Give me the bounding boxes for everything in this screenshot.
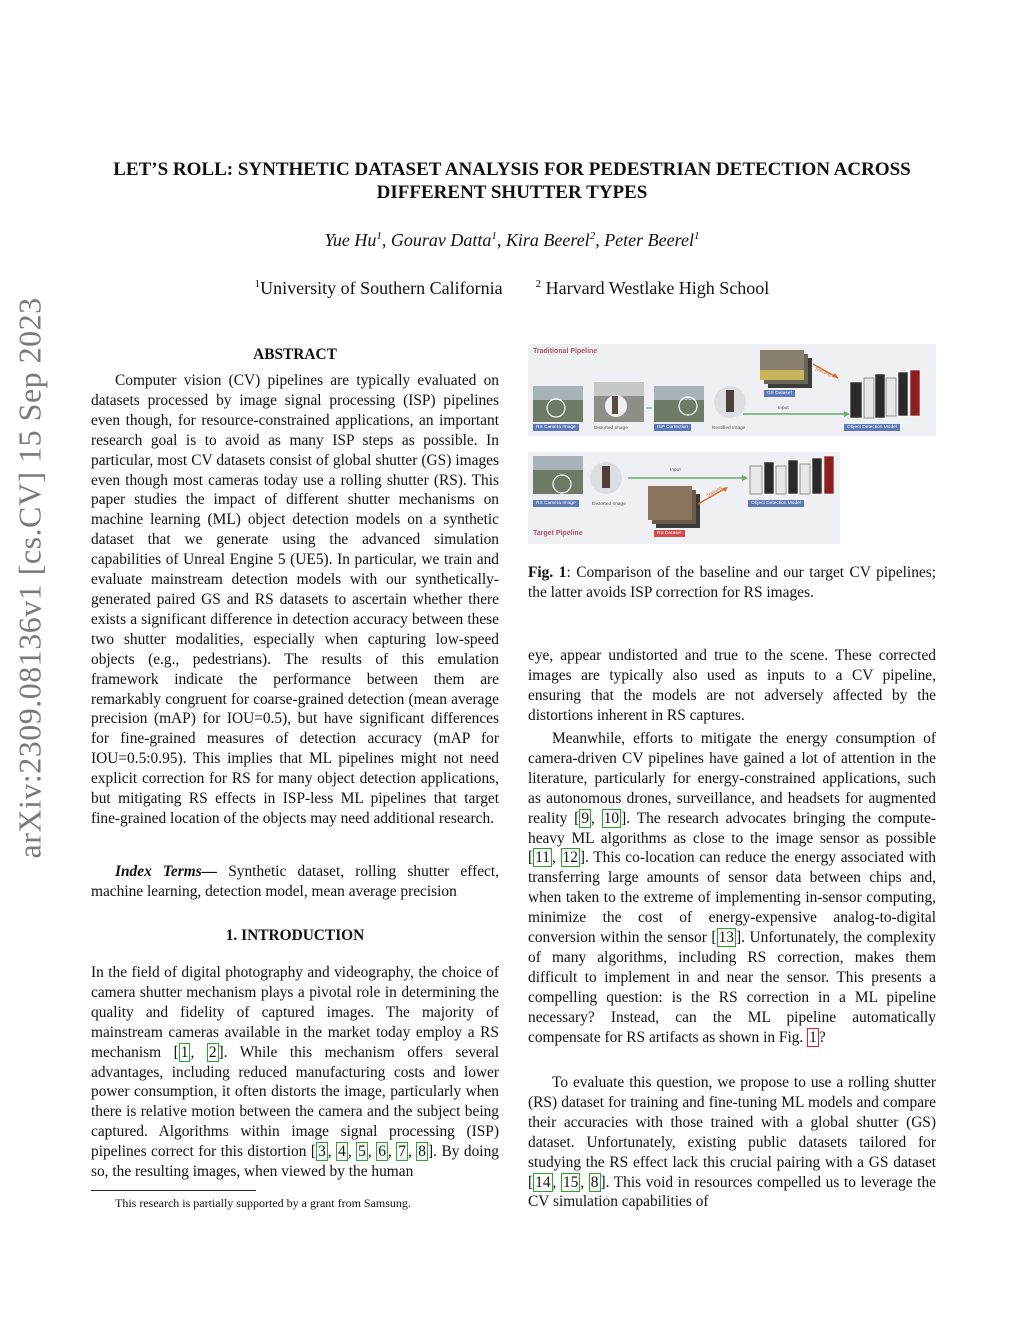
gs-dataset-label: GS Dataset bbox=[764, 390, 795, 397]
body-text: ]. Unfortunately, the complexity of many algorithms, including RS correction, makes them difficult to implement in and near the sensor. This presents a compelling question: is the RS correction in a ML pipeline necessary? Instead, can the ML pipeline automatically compensate for RS artifacts as shown in Fig. bbox=[528, 929, 936, 1046]
citation-link[interactable]: 9 bbox=[581, 809, 590, 827]
isp-correction-label: ISP Correction bbox=[654, 424, 691, 431]
body-text: To evaluate this question, we propose to use a rolling shutter (RS) dataset for training and fine-tuning ML models and compare their accuracies with those trained with a global shutter (GS) dataset. Unfortunately, existing public datasets tailored for studying the RS effect lack this crucial pairing with a GS dataset [ bbox=[528, 1074, 936, 1191]
citation-link[interactable]: 2 bbox=[208, 1043, 217, 1061]
citation-link[interactable]: 15 bbox=[562, 1173, 579, 1191]
citation-link[interactable]: 3 bbox=[318, 1143, 326, 1161]
body-text: ? bbox=[818, 1028, 826, 1046]
author-affil-marker: 1 bbox=[376, 230, 382, 242]
citation-link[interactable]: 10 bbox=[603, 809, 620, 827]
figure-1 bbox=[528, 344, 936, 544]
citation-link[interactable]: 8 bbox=[418, 1143, 426, 1161]
author-affil-marker: 2 bbox=[589, 230, 596, 242]
traditional-pipeline-panel bbox=[528, 344, 936, 436]
abstract-heading: ABSTRACT bbox=[253, 346, 337, 363]
body-paragraph: To evaluate this question, we propose to use a rolling shutter (RS) dataset for training and fine-tuning ML models and compare their accuracies with those trained with a global shutter (GS) dataset. Unfortunately, existing public datasets tailored for studying the RS effect lack this crucial pairing with a GS dataset [ 14 , 15 , 8 ]. This void in resources compelled us to leverage the CV simulation capabilities of bbox=[528, 1074, 936, 1211]
caption-label: Fig. 1 bbox=[528, 564, 567, 581]
author-name: Peter Beerel bbox=[604, 230, 694, 250]
target-pipeline-title: Target Pipeline bbox=[533, 530, 583, 537]
author-name: Yue Hu bbox=[324, 230, 377, 250]
footnote: This research is partially supported by a grant from Samsung. bbox=[115, 1196, 411, 1210]
affil-marker: 1 bbox=[254, 278, 261, 290]
intro-text: ]. By doing so, the resulting images, when viewed by the human bbox=[91, 1143, 499, 1181]
abstract-body: Computer vision (CV) pipelines are typically evaluated on datasets processed by image signal processing (ISP) pipelines even though, for resource-constrained applications, an important research goal is to avoid as many ISP steps as possible. In particular, most CV datasets consist of global shutter (GS) images even though most cameras today use a rolling shutter (RS). This paper studies the impact of different shutter mechanisms on machine learning (ML) object detection models on a synthetic dataset that we generate using the advanced simulation capabilities of Unreal Engine 5 (UE5). In particular, we train and evaluate mainstream detection models with our synthetically-generated paired GS and RS datasets to ascertain whether there exists a significant difference in detection accuracy between these two shutter modalities, especially when capturing low-speed objects (e.g., pedestrians). The results of this emulation framework indicate the performance between them are remarkably congruent for coarse-grained detection (mean average precision (mAP) for IOU=0.5), but have significant differences for fine-grained measures of detection accuracy (mAP for IOU=0.5:0.95). This implies that ML pipelines might not need explicit correction for RS for many object detection applications, but mitigating RS effects in ISP-less ML pipelines that target fine-grained location of the objects may need additional research. bbox=[91, 372, 499, 827]
input-label: Input bbox=[778, 406, 789, 411]
body-text: ]. The research advocates bringing the compute-heavy ML algorithms as close to the image sensor as possible [ bbox=[528, 809, 936, 867]
distorted-image-label: Distorted Image bbox=[594, 426, 628, 431]
body-text: ]. This void in resources compelled us to leverage the CV simulation capabilities of bbox=[528, 1173, 936, 1211]
rs-camera-image-label: RS Camera Image bbox=[533, 500, 579, 507]
object-detection-model-label: Object Detection Model bbox=[844, 424, 900, 431]
traditional-pipeline-title: Traditional Pipeline bbox=[533, 348, 598, 355]
figure-ref-link[interactable]: 1 bbox=[809, 1028, 817, 1046]
citation-link[interactable]: 14 bbox=[535, 1173, 551, 1191]
distorted-image-label: Distorted Image bbox=[592, 502, 626, 507]
intro-paragraph: In the field of digital photography and videography, the choice of camera shutter mechanism plays a pivotal role in determining the quality and fidelity of captured images. The majority of mainstream cameras available in the market today employ a RS mechanism [ 1 , 2 ]. While this mechanism offers several advantages, including reduced manufacturing costs and lower power consumption, it often distorts the image, particularly when there is relative motion between the camera and the subject being captured. Algorithms within image signal processing (ISP) pipelines correct for this distortion [ 3 , 4 , 5 , 6 , 7 , 8 ]. By doing so, the resulting images, when viewed by the human bbox=[91, 964, 499, 1181]
citation-link[interactable]: 12 bbox=[562, 849, 578, 867]
affiliation: Harvard Westlake High School bbox=[545, 278, 770, 298]
author-name: Gourav Datta bbox=[390, 230, 492, 250]
citation-link[interactable]: 5 bbox=[358, 1143, 366, 1161]
citation-link[interactable]: 11 bbox=[535, 849, 550, 867]
author-affil-marker: 1 bbox=[693, 230, 700, 242]
author-affil-marker: 1 bbox=[491, 230, 497, 242]
intro-heading: 1. INTRODUCTION bbox=[225, 927, 365, 944]
index-terms-label: Index Terms— bbox=[115, 863, 218, 880]
author-list: Yue Hu$^1$, Gourav Datta$^1$, Kira Beerel$^2$, Peter Beerel$^1$ bbox=[324, 230, 700, 250]
body-text: ]. This co-location can reduce the energy associated with transferring large amounts of sensor data between chips and, when taken to the extreme of implementing in-sensor computing, minimize the cost of energy-expensive analog-to-digital conversion within the sensor [ bbox=[528, 849, 936, 947]
body-paragraph: eye, appear undistorted and true to the scene. These corrected images are typically also used as inputs to a CV pipeline, ensuring that the models are not adversely affected by the distortions inherent in RS captures. bbox=[528, 647, 936, 724]
figure-caption bbox=[528, 563, 936, 603]
affil-marker: 2 bbox=[535, 278, 542, 290]
rectified-image-label: Rectified Image bbox=[712, 426, 746, 431]
training-label: Training bbox=[705, 486, 724, 499]
training-label: Training bbox=[813, 367, 832, 378]
rs-dataset-label: RS Dataset bbox=[654, 530, 685, 537]
arxiv-identifier: arXiv:2309.08136v1 [cs.CV] 15 Sep 2023 bbox=[11, 297, 48, 859]
citation-link[interactable]: 6 bbox=[378, 1143, 386, 1161]
citation-link[interactable]: 7 bbox=[398, 1143, 406, 1161]
author-name: Kira Beerel bbox=[505, 230, 590, 250]
citation-link[interactable]: 13 bbox=[718, 929, 734, 947]
traditional-pipeline-graphic bbox=[528, 344, 936, 436]
citation-link[interactable]: 8 bbox=[590, 1173, 599, 1191]
input-label: Input bbox=[670, 468, 681, 473]
object-detection-model-label: Object Detection Model bbox=[748, 500, 804, 507]
affiliation: University of Southern California bbox=[260, 278, 503, 298]
citation-link[interactable]: 1 bbox=[180, 1043, 189, 1061]
affiliation-list bbox=[60, 278, 964, 299]
intro-text: In the field of digital photography and videography, the choice of camera shutter mechanism plays a pivotal role in determining the quality and fidelity of captured images. The majority of mainstream cameras available in the market today employ a RS mechanism [ bbox=[91, 964, 499, 1061]
index-terms-text: Synthetic dataset, rolling shutter effect, machine learning, detection model, mean average precision bbox=[91, 863, 500, 900]
body-paragraph: Meanwhile, efforts to mitigate the energy consumption of camera-driven CV pipelines have gained a lot of attention in the literature, particularly for energy-constrained applications, such as autonomous drones, surveillance, and headsets for augmented reality [ 9 , 10 ]. The research advocates bringing the compute-heavy ML algorithms as close to the image sensor as possible [ 11 , 12 ]. This co-location can reduce the energy associated with transferring large amounts of sensor data between chips and, when taken to the extreme of implementing in-sensor computing, minimize the cost of energy-expensive analog-to-digital conversion within the sensor [ 13 ]. Unfortunately, the complexity of many algorithms, including RS correction, makes them difficult to implement in and near the sensor. This presents a compelling question: is the RS correction in a ML pipeline necessary? Instead, can the ML pipeline automatically compensate for RS artifacts as shown in Fig. 1 ? bbox=[528, 730, 936, 1046]
target-pipeline-panel bbox=[528, 452, 840, 544]
index-terms bbox=[91, 862, 499, 902]
rs-camera-image-label: RS Camera Image bbox=[533, 424, 579, 431]
body-text: Meanwhile, efforts to mitigate the energy consumption of camera-driven CV pipelines have gained a lot of attention in the literature, particularly for energy-constrained applications, such as autonomous drones, surveillance, and headsets for augmented reality [ bbox=[528, 730, 936, 827]
intro-text: ]. While this mechanism offers several advantages, including reduced manufacturing costs and lower power consumption, it often distorts the image, particularly when there is relative motion between the camera and the subject being captured. Algorithms within image signal processing (ISP) pipelines correct for this distortion [ bbox=[91, 1043, 499, 1161]
citation-link[interactable]: 4 bbox=[338, 1143, 346, 1161]
caption-text: : Comparison of the baseline and our target CV pipelines; the latter avoids ISP correction for RS images. bbox=[528, 564, 937, 601]
footnote-rule bbox=[91, 1190, 256, 1191]
paper-title: LET’S ROLL: SYNTHETIC DATASET ANALYSIS FOR PEDESTRIAN DETECTION ACROSS DIFFERENT SHUTTER TYPES bbox=[113, 159, 911, 203]
